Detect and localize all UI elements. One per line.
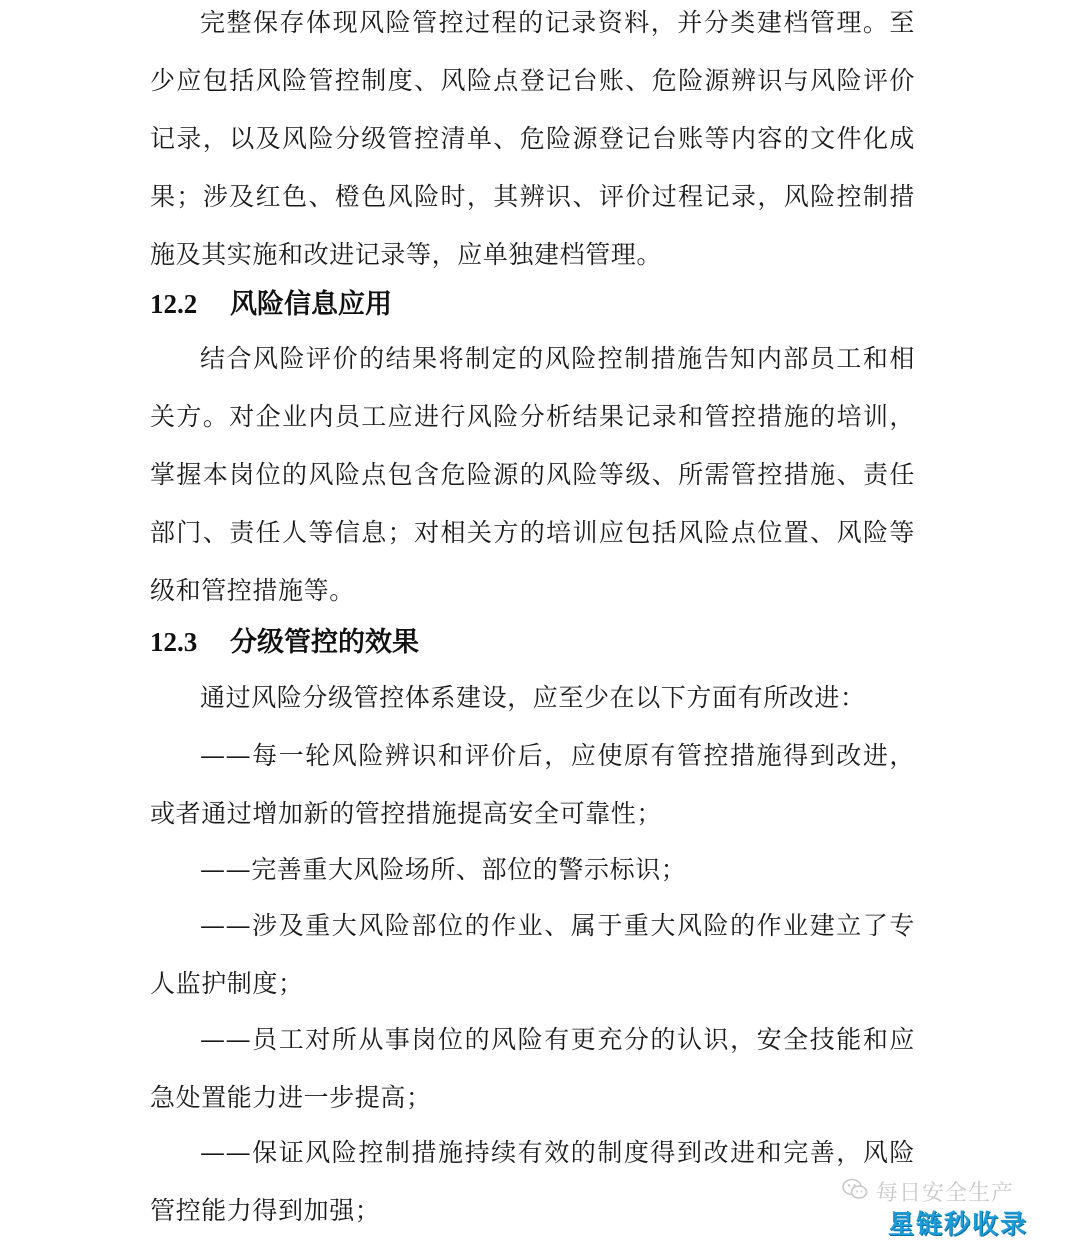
section-number: 12.3 [150, 627, 198, 657]
section-heading-12-3 [150, 622, 419, 663]
list-item: ——涉及重大风险部位的作业、属于重大风险的作业建立了专人监护制度； [150, 911, 915, 998]
list-item: ——每一轮风险辨识和评价后，应使原有管控措施得到改进，或者通过增加新的管控措施提高安全可靠性； [150, 741, 915, 828]
paragraph-records: 完整保存体现风险管控过程的记录资料，并分类建档管理。至少应包括风险管控制度、风险点登记台账、危险源辨识与风险评价记录，以及风险分级管控清单、危险源登记台账等内容的文件化成果；涉及红色、橙色风险时，其辨识、评价过程记录，风险控制措施及其实施和改进记录等，应单独建档管理。 [150, 8, 915, 269]
watermark-account-name: 每日安全生产 [875, 1181, 1014, 1206]
section-title: 风险信息应用 [230, 289, 392, 320]
section-number: 12.2 [150, 289, 198, 319]
list-item: ——员工对所从事岗位的风险有更充分的认识，安全技能和应急处置能力进一步提高； [150, 1025, 915, 1112]
paragraph-effects-intro: 通过风险分级管控体系建设，应至少在以下方面有所改进： [200, 683, 866, 712]
wechat-icon [842, 1178, 868, 1200]
watermark [834, 1170, 1054, 1240]
watermark-site-name: 星链秒收录 [887, 1210, 1028, 1240]
list-item: ——完善重大风险场所、部位的警示标识； [200, 855, 687, 884]
section-heading-12-2 [150, 284, 392, 325]
section-title: 分级管控的效果 [230, 627, 419, 658]
list-item: ——保证风险控制措施持续有效的制度得到改进和完善，风险管控能力得到加强； [150, 1138, 915, 1225]
paragraph-risk-info: 结合风险评价的结果将制定的风险控制措施告知内部员工和相关方。对企业内员工应进行风险分析结果记录和管控措施的培训，掌握本岗位的风险点包含危险源的风险等级、所需管控措施、责任部门、责任人等信息；对相关方的培训应包括风险点位置、风险等级和管控措施等。 [150, 344, 915, 605]
